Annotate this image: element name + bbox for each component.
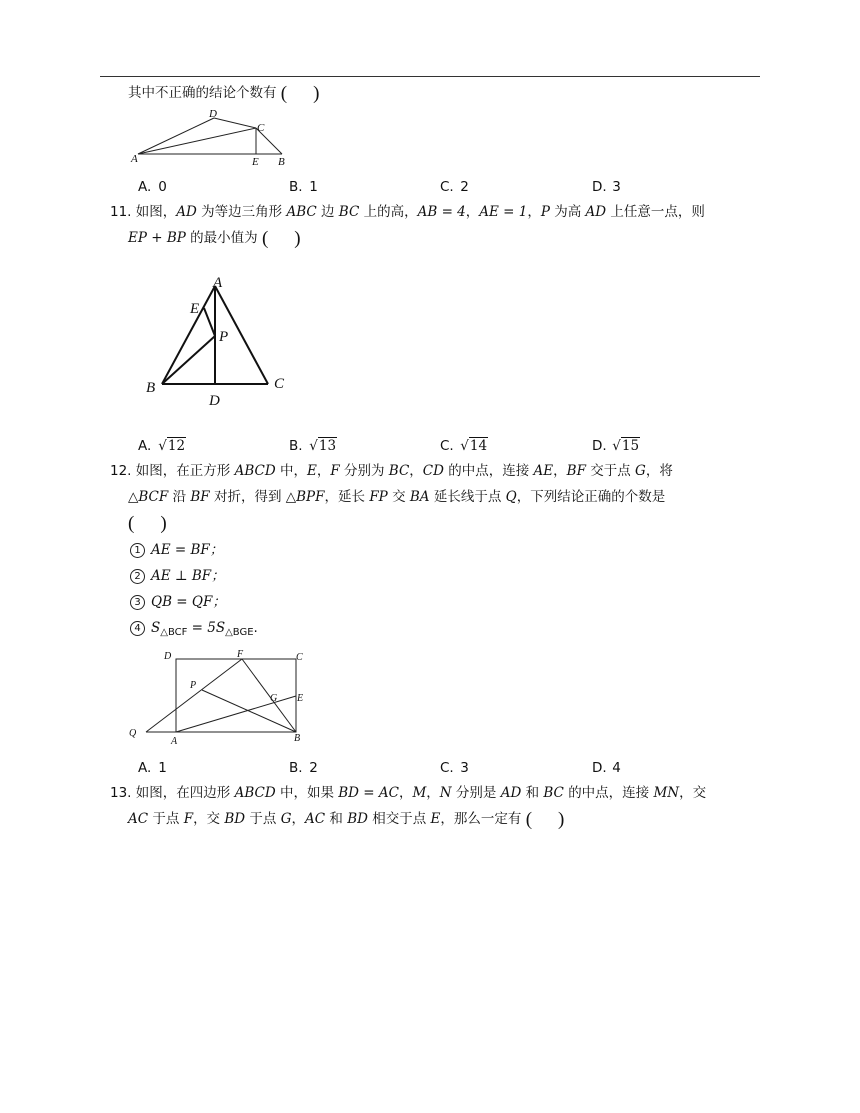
- question-number: 12.: [110, 463, 132, 479]
- label-b: B: [146, 380, 156, 396]
- q12-conclusion-1: 1 AE = BF；: [130, 541, 223, 559]
- q12-line3: ( ): [128, 513, 167, 534]
- q10-option-a: A. 0: [138, 179, 167, 195]
- q12-conclusion-3: 3 QB = QF；: [130, 593, 226, 611]
- q12-line1: 12. 如图，在正方形 ABCD 中，E，F 分别为 BC，CD 的中点，连接 AE，BF 交于点 G，将: [110, 463, 673, 479]
- q10-option-d: D. 3: [592, 179, 621, 195]
- q11-option-d: D. √15: [592, 438, 640, 454]
- label-b: B: [294, 733, 301, 744]
- q10-figure: [128, 106, 298, 168]
- label-c: C: [274, 376, 285, 392]
- question-number: 11.: [110, 204, 132, 220]
- label-a: A: [213, 275, 223, 291]
- q12-conclusion-4: 4 $S_{\triangle BCF} = 5S_{\triangle BGE}$.: [130, 619, 258, 642]
- q12-option-b: B. 2: [289, 760, 318, 776]
- q11-option-c: C. √14: [440, 438, 488, 454]
- q13-line2: AC 于点 F，交 BD 于点 G，AC 和 BD 相交于点 E，那么一定有 ( ): [128, 809, 565, 830]
- label-e: E: [297, 693, 304, 704]
- q11-figure: [140, 270, 300, 412]
- label-f: F: [237, 649, 244, 660]
- q11-line1: 11. 如图，AD 为等边三角形 ABC 边 BC 上的高，AB = 4，AE = 1，P 为高 AD 上任意一点，则: [110, 204, 705, 220]
- q12-conclusion-2: 2 AE ⊥ BF；: [130, 567, 225, 585]
- q11-option-a: A. √12: [138, 438, 186, 454]
- label-c: C: [257, 122, 265, 134]
- label-e: E: [252, 156, 259, 168]
- q11-option-b: B. √13: [289, 438, 337, 454]
- q10-tail: 其中不正确的结论个数有 ( ): [128, 83, 320, 104]
- label-d: D: [209, 393, 220, 409]
- q10-option-b: B. 1: [289, 179, 318, 195]
- label-e: E: [190, 301, 200, 317]
- q12-option-c: C. 3: [440, 760, 469, 776]
- q12-figure: [126, 646, 322, 746]
- question-number: 13.: [110, 785, 132, 801]
- q11-line2: EP + BP 的最小值为 ( ): [128, 228, 301, 249]
- answer-paren: (: [280, 83, 288, 104]
- label-p: P: [190, 680, 197, 691]
- label-q: Q: [129, 728, 137, 739]
- header-rule: [100, 76, 760, 77]
- q12-option-a: A. 1: [138, 760, 167, 776]
- q12-option-d: D. 4: [592, 760, 621, 776]
- label-a: A: [131, 153, 138, 165]
- label-b: B: [278, 156, 285, 168]
- label-d: D: [164, 651, 172, 662]
- q13-line1: 13. 如图，在四边形 ABCD 中，如果 BD = AC，M，N 分别是 AD 和 BC 的中点，连接 MN，交: [110, 785, 707, 801]
- q12-line2: △BCF 沿 BF 对折，得到 △BPF，延长 FP 交 BA 延长线于点 Q，下列结论正确的个数是: [128, 489, 666, 505]
- label-d: D: [209, 108, 217, 120]
- label-c: C: [296, 652, 303, 663]
- label-a: A: [171, 736, 178, 746]
- label-p: P: [219, 329, 229, 345]
- q10-option-c: C. 2: [440, 179, 469, 195]
- label-g: G: [270, 693, 278, 704]
